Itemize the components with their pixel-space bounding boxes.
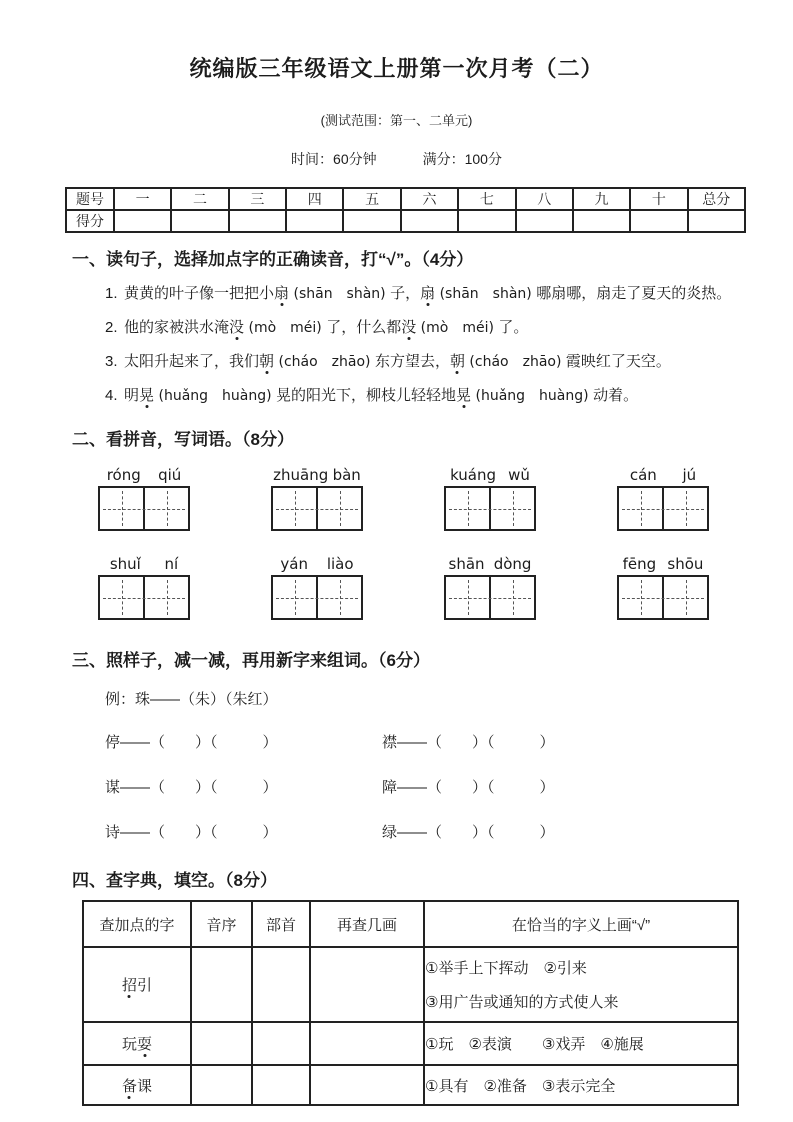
- score-blank-cell: [171, 210, 228, 232]
- blank-cell: [252, 947, 310, 1022]
- pinyin-syllable: yán: [280, 555, 308, 573]
- pinyin-syllable: qiú: [158, 466, 182, 484]
- pinyin-row-1: [98, 466, 709, 531]
- item-number: 3.: [105, 353, 118, 370]
- subtract-item: [382, 776, 665, 797]
- dotted-character: 备: [121, 1077, 137, 1095]
- pinyin-word-group: [617, 466, 709, 531]
- dotted-character: 扇: [274, 285, 290, 302]
- answer-blanks: ——（ ）（ ）: [397, 734, 555, 751]
- sentence-text: 黄黄的叶子像一把把小: [124, 285, 275, 302]
- sentence-text: 东方望去，: [374, 353, 450, 370]
- score-blank-cell: [114, 210, 171, 232]
- test-scope: (测试范围：第一、二单元): [320, 113, 473, 128]
- pinyin-label: [617, 466, 709, 484]
- pinyin-choice: (mò méi): [244, 320, 327, 336]
- writing-cell: [489, 577, 534, 618]
- item-number: 4.: [105, 387, 118, 404]
- writing-cell: [619, 577, 662, 618]
- question-number: 总分: [688, 188, 745, 210]
- pinyin-row-2: [98, 555, 709, 620]
- subtract-item: [382, 731, 665, 752]
- pinyin-label: [98, 555, 190, 573]
- pinyin-syllable: cán: [629, 466, 657, 484]
- answer-blanks: ——（ ）（ ）: [397, 779, 555, 796]
- item-number: 2.: [105, 319, 118, 336]
- pinyin-choice: (shān shàn): [289, 286, 391, 302]
- dotted-character: 晃: [139, 387, 155, 404]
- dictionary-row: [83, 947, 738, 1022]
- section-three-heading: 三、照样子，减一减，再用新字来组词。（6分）: [72, 651, 430, 670]
- meaning-options: [424, 1065, 738, 1105]
- sentence-text: 玩: [121, 1036, 137, 1053]
- target-word: [83, 1022, 191, 1065]
- meaning-options: [424, 947, 738, 1022]
- dotted-character: 晃: [456, 387, 472, 404]
- item-sentence: [124, 319, 528, 336]
- score-table-score-row: [66, 210, 745, 232]
- blank-cell: [310, 1022, 424, 1065]
- item-sentence: [124, 285, 731, 302]
- score-blank-cell: [286, 210, 343, 232]
- pinyin-syllable: wǔ: [508, 466, 530, 484]
- sentence-text: 明: [124, 387, 140, 404]
- dotted-character: 没: [401, 319, 417, 336]
- question-number: 十: [630, 188, 687, 210]
- sentence-text: 动着。: [593, 387, 639, 404]
- section-one-items: [105, 277, 753, 413]
- pinyin-syllable: shān: [448, 555, 485, 573]
- pinyin-choice: (shān shàn): [435, 286, 537, 302]
- score-table: [65, 187, 746, 233]
- writing-box: [271, 486, 363, 531]
- score-table-question-row: [66, 188, 745, 210]
- answer-blanks: ——（ ）（ ）: [120, 734, 278, 751]
- dotted-character: 招: [121, 977, 137, 994]
- meaning-line: ③用广告或通知的方式使人来: [425, 994, 619, 1011]
- sentence-text: 晃的阳光下，柳枝儿轻轻地: [276, 387, 457, 404]
- item-sentence: [124, 387, 638, 404]
- dictionary-row: [83, 1065, 738, 1105]
- pinyin-syllable: róng: [106, 466, 141, 484]
- blank-cell: [310, 947, 424, 1022]
- section-three-items: [105, 731, 665, 842]
- column-header: 部首: [252, 901, 310, 947]
- blank-cell: [191, 1065, 252, 1105]
- question-number: 八: [516, 188, 573, 210]
- pinyin-label: [444, 555, 536, 573]
- pinyin-word-group: [444, 555, 536, 620]
- writing-cell: [619, 488, 662, 529]
- source-char: 停: [105, 734, 121, 751]
- sentence-text: 课: [137, 1077, 153, 1095]
- answer-blanks: ——（ ）（ ）: [120, 779, 278, 796]
- pinyin-choice: (huǎng huàng): [154, 388, 277, 404]
- writing-cell: [273, 577, 316, 618]
- meaning-line: ①玩 ②表演 ③戏弄 ④施展: [425, 1036, 644, 1053]
- pinyin-label: [444, 466, 536, 484]
- sentence-text: 了。: [498, 319, 529, 336]
- subtract-item: [105, 731, 382, 752]
- writing-cell: [662, 488, 707, 529]
- writing-cell: [316, 488, 361, 529]
- pinyin-word-group: [617, 555, 709, 620]
- pinyin-word-group: [444, 466, 536, 531]
- writing-cell: [489, 488, 534, 529]
- sentence-text: 他的家被洪水淹: [124, 319, 230, 336]
- item-number: 1.: [105, 285, 118, 302]
- writing-box: [617, 575, 709, 620]
- dotted-character: 朝: [259, 353, 275, 370]
- subtract-item: [105, 776, 382, 797]
- dictionary-row: [83, 1022, 738, 1065]
- pinyin-syllable: bàn: [332, 466, 361, 484]
- sentence-text: 引: [137, 977, 153, 994]
- target-word: [83, 947, 191, 1022]
- dictionary-table-header-row: [83, 901, 738, 947]
- writing-cell: [100, 488, 143, 529]
- score-blank-cell: [458, 210, 515, 232]
- writing-box: [98, 575, 190, 620]
- source-char: 谋: [105, 779, 121, 796]
- score-blank-cell: [516, 210, 573, 232]
- section-two-heading: 二、看拼音，写词语。（8分）: [72, 430, 294, 449]
- target-word: [83, 1065, 191, 1105]
- writing-box: [444, 486, 536, 531]
- time-limit: 时间：60分钟: [291, 151, 377, 167]
- pinyin-label: [98, 466, 190, 484]
- blank-cell: [310, 1065, 424, 1105]
- pinyin-syllable: kuáng: [450, 466, 497, 484]
- question-item-2: [105, 311, 753, 345]
- writing-box: [98, 486, 190, 531]
- writing-box: [271, 575, 363, 620]
- pinyin-word-group: [98, 466, 190, 531]
- pinyin-word-group: [98, 555, 190, 620]
- sentence-text: 子，: [390, 285, 421, 302]
- subtract-item: [382, 821, 665, 842]
- question-item-3: [105, 345, 753, 379]
- writing-cell: [316, 577, 361, 618]
- blank-cell: [252, 1022, 310, 1065]
- score-blank-cell: [343, 210, 400, 232]
- pinyin-syllable: fēng: [622, 555, 657, 573]
- page-title: 统编版三年级语文上册第一次月考（二）: [189, 56, 604, 81]
- meaning-options: [424, 1022, 738, 1065]
- writing-cell: [662, 577, 707, 618]
- full-score: 满分：100分: [422, 151, 502, 167]
- blank-cell: [191, 1022, 252, 1065]
- pinyin-label: [271, 555, 363, 573]
- dotted-character: 朝: [449, 353, 465, 370]
- sentence-text: 霞映红了天空。: [565, 353, 671, 370]
- question-row-label: 题号: [66, 188, 114, 210]
- item-sentence: [124, 353, 671, 370]
- dotted-character: 没: [229, 319, 245, 336]
- column-header: 音序: [191, 901, 252, 947]
- question-number: 二: [171, 188, 228, 210]
- writing-cell: [446, 577, 489, 618]
- pinyin-word-group: [271, 466, 363, 531]
- sentence-text: 太阳升起来了，我们: [124, 353, 260, 370]
- writing-box: [617, 486, 709, 531]
- column-header: 在恰当的字义上画“√”: [424, 901, 738, 947]
- blank-cell: [191, 947, 252, 1022]
- question-item-1: [105, 277, 753, 311]
- question-number: 七: [458, 188, 515, 210]
- question-item-4: [105, 379, 753, 413]
- writing-cell: [143, 488, 188, 529]
- exam-meta: [0, 149, 793, 169]
- pinyin-syllable: shuǐ: [109, 555, 141, 573]
- pinyin-choice: (cháo zhāo): [464, 354, 566, 370]
- question-number: 九: [573, 188, 630, 210]
- dotted-character: 耍: [137, 1036, 153, 1053]
- meaning-line: ①举手上下挥动 ②引来: [425, 960, 587, 977]
- section-three-example: 例：珠——（朱）（朱红）: [105, 691, 278, 708]
- section-one-heading: 一、读句子，选择加点字的正确读音，打“√”。（4分）: [72, 250, 474, 269]
- pinyin-choice: (huǎng huàng): [471, 388, 594, 404]
- pinyin-syllable: zhuāng: [273, 466, 329, 484]
- writing-cell: [100, 577, 143, 618]
- question-number: 一: [114, 188, 171, 210]
- dotted-character: 扇: [420, 285, 436, 302]
- writing-cell: [273, 488, 316, 529]
- pinyin-choice: (mò méi): [416, 320, 499, 336]
- question-number: 五: [343, 188, 400, 210]
- column-header: 查加点的字: [83, 901, 191, 947]
- answer-blanks: ——（ ）（ ）: [120, 824, 278, 841]
- pinyin-syllable: liào: [326, 555, 354, 573]
- section-four-heading: 四、查字典，填空。（8分）: [72, 871, 277, 890]
- score-row-label: 得分: [66, 210, 114, 232]
- question-number: 四: [286, 188, 343, 210]
- pinyin-syllable: shōu: [667, 555, 704, 573]
- pinyin-syllable: dòng: [493, 555, 532, 573]
- dictionary-table: [82, 900, 739, 1106]
- score-blank-cell: [229, 210, 286, 232]
- pinyin-choice: (cháo zhāo): [274, 354, 375, 370]
- sentence-text: 了，什么都: [326, 319, 402, 336]
- source-char: 绿: [382, 824, 398, 841]
- meaning-line: ①具有 ②准备 ③表示完全: [425, 1077, 616, 1095]
- source-char: 障: [382, 779, 398, 796]
- sentence-text: 哪扇哪，扇走了夏天的炎热。: [536, 285, 732, 302]
- answer-blanks: ——（ ）（ ）: [397, 824, 555, 841]
- score-blank-cell: [573, 210, 630, 232]
- question-number: 六: [401, 188, 458, 210]
- pinyin-label: [271, 466, 363, 484]
- question-number: 三: [229, 188, 286, 210]
- writing-box: [444, 575, 536, 620]
- writing-cell: [446, 488, 489, 529]
- blank-cell: [252, 1065, 310, 1105]
- pinyin-syllable: jú: [682, 466, 697, 484]
- source-char: 诗: [105, 824, 121, 841]
- source-char: 襟: [382, 734, 398, 751]
- writing-cell: [143, 577, 188, 618]
- pinyin-syllable: ní: [164, 555, 179, 573]
- column-header: 再查几画: [310, 901, 424, 947]
- subtract-item: [105, 821, 382, 842]
- score-blank-cell: [401, 210, 458, 232]
- score-blank-cell: [688, 210, 745, 232]
- score-blank-cell: [630, 210, 687, 232]
- pinyin-word-group: [271, 555, 363, 620]
- pinyin-label: [617, 555, 709, 573]
